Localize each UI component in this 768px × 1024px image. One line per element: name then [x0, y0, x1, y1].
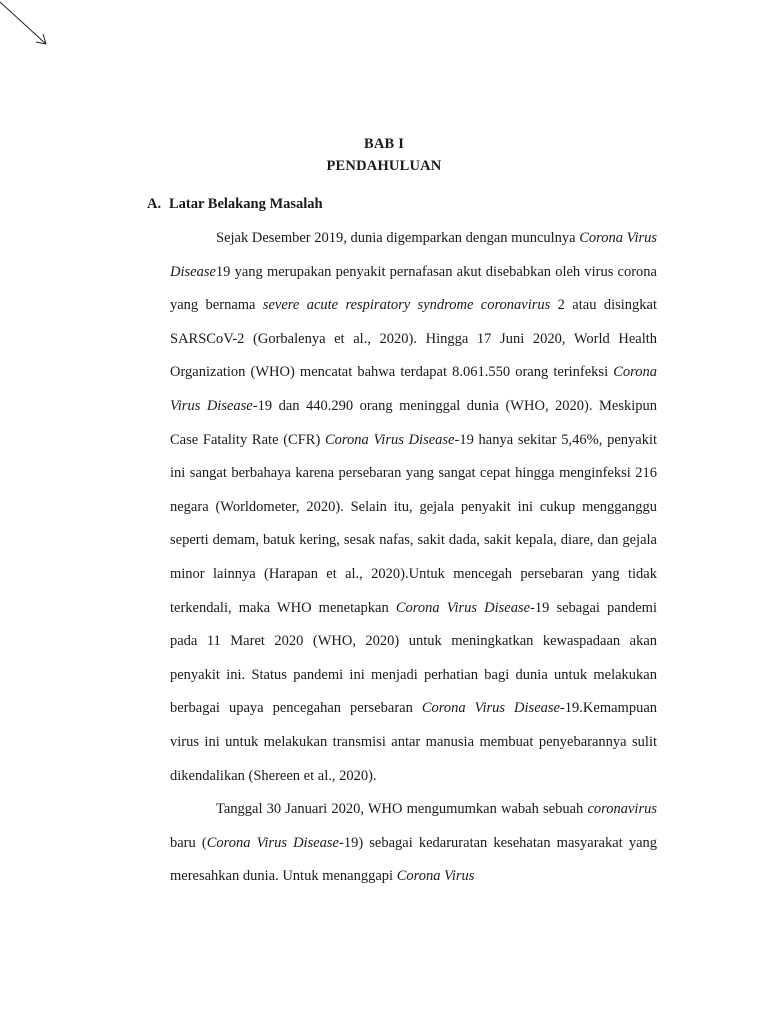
text-segment: 2 atau disingkat SARSCoV-2 (Gorbalenya et al., 2020). Hingga 17 Juni 2020, World Health Organization (WHO) mencatat bahwa terdapat 8.061.550 orang terinfeksi: [170, 297, 657, 381]
text-segment: Corona Virus Disease: [421, 700, 560, 717]
text-segment: Tanggal 30 Januari 2020, WHO mengumumkan wabah sebuah: [216, 801, 588, 818]
text-segment: -19 sebagai pandemi pada 11 Maret 2020 (WHO, 2020) untuk meningkatkan kewaspadaan akan penyakit ini. Status pandemi ini menjadi perhatian bagi dunia untuk melakukan berbagai upaya pencegahan persebaran: [170, 599, 657, 717]
text-segment: -19 hanya sekitar 5,46%, penyakit ini sangat berbahaya karena persebaran yang sangat cepat hingga menginfeksi 216 negara (Worldometer, 2020). Selain itu, gejala penyakit ini cukup mengganggu seperti demam, batuk kering, sesak nafas, sakit dada, sakit kepala, diare, dan gejala minor lainnya (Harapan et al., 2020).Untuk mencegah persebaran yang tidak terkendali, maka WHO menetapkan: [170, 431, 658, 616]
text-segment: severe acute respiratory syndrome coronavirus: [262, 297, 551, 314]
section-marker: A.: [147, 196, 162, 212]
text-segment: Sejak Desember 2019, dunia digemparkan dengan munculnya: [216, 230, 580, 246]
text-segment: Corona Virus: [396, 868, 475, 885]
text-segment: coronavirus: [587, 801, 657, 818]
corner-arrow-mark: [0, 0, 60, 60]
text-segment: -19) sebagai kedaruratan kesehatan masyarakat yang meresahkan dunia. Untuk menanggapi: [170, 834, 658, 885]
body-text: [170, 222, 657, 894]
chapter-title: PENDAHULUAN: [326, 158, 442, 174]
text-segment: Corona Virus Disease: [206, 834, 339, 851]
paragraph-2: [170, 793, 657, 894]
section-heading-text: Latar Belakang Masalah: [169, 196, 323, 212]
section-heading: [147, 196, 323, 213]
text-segment: Corona Virus Disease: [395, 599, 531, 616]
text-segment: -19 dan 440.290 orang meninggal dunia (WHO, 2020). Meskipun Case Fatality Rate (CFR): [170, 397, 657, 448]
text-segment: -19.Kemampuan virus ini untuk melakukan transmisi antar manusia membuat penyebarannya sulit dikendalikan (Shereen et al., 2020).: [170, 700, 658, 784]
text-segment: baru (: [170, 834, 207, 851]
text-segment: Corona Virus Disease: [325, 431, 455, 448]
text-segment: Corona Virus Disease: [170, 230, 658, 280]
chapter-number: BAB I: [363, 136, 405, 152]
text-segment: 19 yang merupakan penyakit pernafasan akut disebabkan oleh virus corona yang bernama: [170, 263, 657, 314]
paragraph-1: [170, 222, 657, 793]
text-segment: Corona Virus Disease: [170, 364, 657, 414]
